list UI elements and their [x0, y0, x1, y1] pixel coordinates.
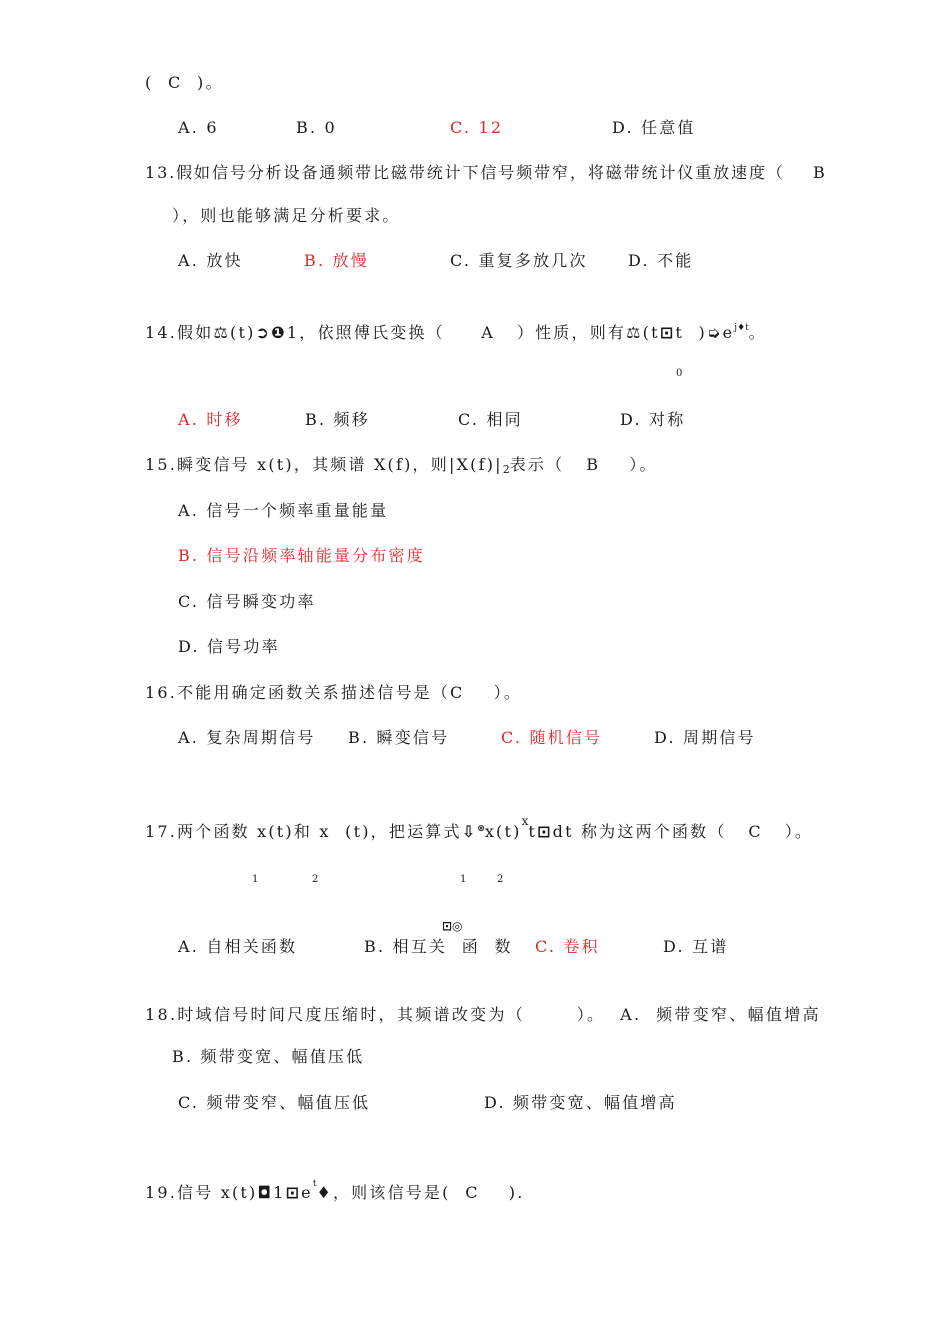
- q16-option-c: C. 随机信号: [501, 728, 603, 747]
- q17-option-a: A. 自相关函数: [178, 937, 298, 956]
- q13-option-c: C. 重复多放几次: [450, 251, 588, 270]
- q16-stem: 16.不能用确定函数关系描述信号是（C ）。: [145, 683, 523, 702]
- q18-option-d: D. 频带变宽、幅值增高: [484, 1093, 677, 1112]
- q19-stem: [145, 1174, 525, 1203]
- q12-option-c: C. 12: [450, 118, 504, 137]
- q19-part2: 1: [273, 1183, 286, 1202]
- q18-option-b: B. 频带变宽、幅值压低: [172, 1047, 365, 1066]
- q14-part3: 1，依照傅氏变换（ A ）性质，则有: [286, 323, 627, 342]
- q18-option-c: C. 频带变窄、幅值压低: [178, 1093, 371, 1112]
- minus-box-icon: ⊡: [537, 822, 553, 841]
- minus-box-icon: ⊡: [659, 323, 676, 342]
- q12-option-d: D. 任意值: [612, 118, 696, 137]
- q17-subscript-1: 1: [252, 874, 259, 885]
- q12-option-a: A. 6: [178, 118, 219, 137]
- q14-part6: e: [722, 323, 735, 342]
- q16-option-d: D. 周期信号: [654, 728, 756, 747]
- q17-part2: x(t): [484, 822, 522, 841]
- q17-option-d: D. 互谱: [663, 937, 729, 956]
- q17-subscript-4: 2: [497, 874, 504, 885]
- q17-x-superscript: x: [521, 814, 529, 828]
- q14-superscript: j♦t: [734, 323, 749, 333]
- q19-superscript: t: [312, 1179, 317, 1189]
- equals-box-icon: ◘: [257, 1183, 274, 1202]
- q19-part1: 19.信号 x(t): [145, 1183, 258, 1202]
- q17-subscript-3: 1: [460, 874, 467, 885]
- q17-stem: [145, 811, 813, 842]
- q17-option-c: C. 卷积: [535, 937, 600, 956]
- q14-option-c: C. 相同: [458, 410, 523, 429]
- libra-symbol-icon: ⚖: [213, 323, 230, 342]
- q13-stem-line1: 13.假如信号分析设备通频带比磁带统计下信号频带窄，将磁带统计仪重放速度（: [145, 163, 785, 182]
- q13-option-b: B. 放慢: [304, 251, 369, 270]
- q15-option-b: B. 信号沿频率轴能量分布密度: [178, 546, 425, 565]
- q15-stem-end: 表示（ B ）。: [509, 455, 658, 474]
- q15-option-c: C. 信号瞬变功率: [178, 592, 316, 611]
- q14-option-a: A. 时移: [178, 410, 243, 429]
- q16-option-b: B. 瞬变信号: [348, 728, 450, 747]
- q17-symbol-row: ⊡◎: [442, 919, 463, 933]
- arrow-symbol-icon: ➲❶: [255, 323, 287, 342]
- q15-option-a: A. 信号一个频率重量能量: [178, 501, 389, 520]
- q17-option-b: B. 相互关 函 数: [364, 937, 513, 956]
- q16-option-a: A. 复杂周期信号: [178, 728, 316, 747]
- q14-part1: 14.假如: [145, 323, 214, 342]
- q14-part4: (t: [642, 323, 660, 342]
- arrow-symbol-icon: ➭: [707, 323, 723, 342]
- q13-option-a: A. 放快: [178, 251, 243, 270]
- q14-part5: t ): [675, 323, 707, 342]
- q12-option-b: B. 0: [296, 118, 337, 137]
- q15-option-b-label: [178, 546, 425, 566]
- q17-subscript-2: 2: [312, 874, 319, 885]
- q14-end: 。: [748, 323, 767, 342]
- q17-part3: t: [528, 822, 537, 841]
- q13-answer: B: [813, 163, 827, 182]
- q14-option-b: B. 频移: [305, 410, 370, 429]
- infinity-symbol-icon: ⊗: [477, 824, 485, 834]
- minus-box-icon: ⊡: [285, 1183, 302, 1202]
- q17-part4: d: [552, 822, 566, 841]
- q19-part3: e: [301, 1183, 313, 1202]
- q13-option-d: D. 不能: [628, 251, 694, 270]
- q12-answer-line: ( C )。: [145, 73, 224, 92]
- q19-part4: ，则该信号是( C ).: [332, 1183, 525, 1202]
- integral-arrow-icon: ⇩: [461, 822, 478, 841]
- q17-part5: t 称为这两个函数（ C ）。: [565, 822, 814, 841]
- q14-subscript: 0: [676, 368, 683, 379]
- diamond-symbol-icon: ♦: [316, 1183, 333, 1202]
- q13-stem-line2: ），则也能够满足分析要求。: [172, 206, 401, 225]
- q14-part2: (t): [230, 323, 256, 342]
- q15-stem-main: 15.瞬变信号 x(t)，其频谱 X(f)，则|X(f)|: [145, 455, 503, 474]
- q14-stem: [145, 318, 767, 343]
- libra-symbol-icon: ⚖: [626, 323, 643, 342]
- q17-part1: 17.两个函数 x(t)和 x (t)，把运算式: [145, 822, 462, 841]
- q14-option-d: D. 对称: [620, 410, 686, 429]
- q15-subscript: 2: [502, 463, 510, 476]
- q15-stem: [145, 455, 658, 480]
- q15-option-d: D. 信号功率: [178, 637, 280, 656]
- q18-stem-line1: 18.时域信号时间尺度压缩时，其频谱改变为（ ）。 A. 频带变窄、幅值增高: [145, 1005, 821, 1024]
